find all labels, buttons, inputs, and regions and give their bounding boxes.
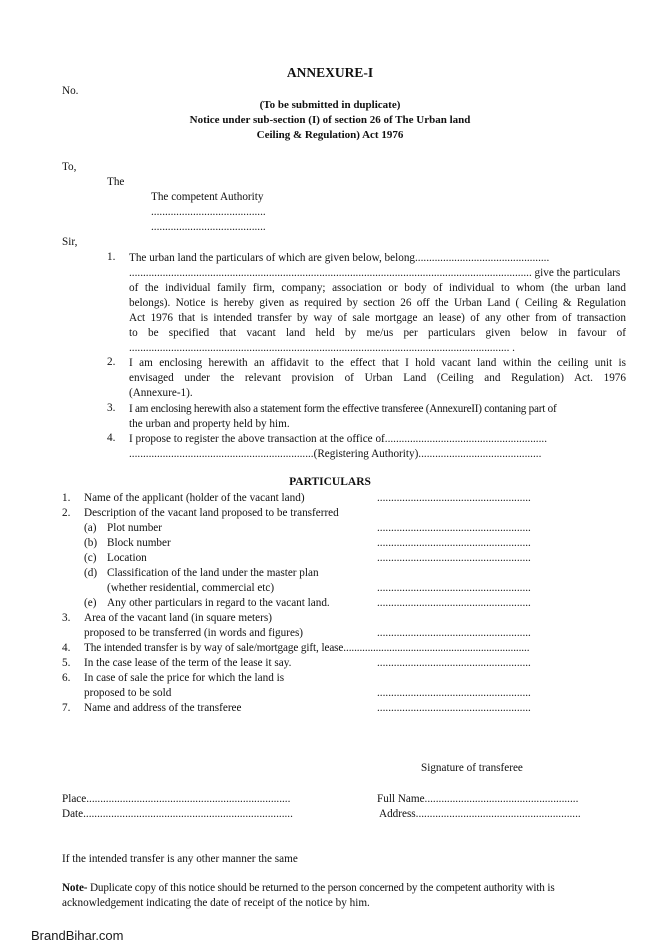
particulars-item-text: Any other particulars in regard to the vacant land. bbox=[107, 597, 330, 609]
particulars-item-text: proposed to be transferred (in words and figures) bbox=[84, 627, 304, 639]
para-4-number: 4. bbox=[107, 432, 116, 444]
particulars-item-text: In case of sale the price for which the land is bbox=[84, 672, 285, 684]
to-label: To, bbox=[62, 161, 77, 173]
full-name-field: Full Name....................................................... bbox=[377, 793, 579, 805]
particulars-item-number: 1. bbox=[62, 492, 71, 504]
para-1-line-5: Act 1976 that is intended transfer by way of sale mortgage an lease) of any other from of transaction bbox=[129, 312, 626, 324]
para-1-line-1: The urban land the particulars of which are given below, belong................................................ bbox=[129, 252, 550, 264]
authority-label: The competent Authority bbox=[151, 191, 264, 203]
particulars-item-number: (a) bbox=[84, 522, 97, 534]
para-2-line-1: I am enclosing herewith an affidavit to the effect that I hold vacant land within the ceiling unit is bbox=[129, 357, 626, 369]
para-3-number: 3. bbox=[107, 402, 116, 414]
subtitle-notice: Notice under sub-section (I) of section 26 of The Urban land bbox=[189, 114, 471, 126]
particulars-item-text: The intended transfer is by way of sale/mortgage gift, lease..................................................................... bbox=[84, 642, 530, 654]
particulars-item-number: 5. bbox=[62, 657, 71, 669]
particulars-item-number: 2. bbox=[62, 507, 71, 519]
para-3-line-2: the urban and property held by him. bbox=[129, 418, 290, 430]
particulars-item-text: Block number bbox=[107, 537, 171, 549]
note-line-1 bbox=[62, 881, 555, 896]
para-1-number: 1. bbox=[107, 251, 116, 263]
particulars-item-text: Description of the vacant land proposed to be transferred bbox=[84, 507, 339, 519]
particulars-fill-line: ....................................................... bbox=[377, 552, 531, 564]
particulars-item-number: 7. bbox=[62, 702, 71, 714]
para-2-number: 2. bbox=[107, 356, 116, 368]
particulars-item-text: Name and address of the transferee bbox=[84, 702, 242, 714]
date-field: Date........................................................................... bbox=[62, 808, 293, 820]
para-1-line-2: ................................................................................................................................................ give the particulars bbox=[129, 267, 621, 279]
particulars-fill-line: ....................................................... bbox=[377, 657, 531, 669]
particulars-fill-line: ....................................................... bbox=[377, 597, 531, 609]
note-line-2: acknowledgement indicating the date of receipt of the notice by him. bbox=[62, 897, 370, 909]
particulars-item-text: Classification of the land under the master plan bbox=[107, 567, 319, 579]
particulars-item-number: (c) bbox=[84, 552, 97, 564]
particulars-item-text: Location bbox=[107, 552, 147, 564]
particulars-item-text: Plot number bbox=[107, 522, 163, 534]
para-1-line-6: to be specified that vacant land held by me/us per particulars given below in favour of bbox=[129, 327, 626, 339]
authority-line-2: ......................................... bbox=[151, 221, 266, 233]
note-label: Note- bbox=[62, 882, 88, 894]
particulars-item-text: In the case lease of the term of the lease it say. bbox=[84, 657, 292, 669]
the-label: The bbox=[107, 176, 125, 188]
particulars-fill-line: ....................................................... bbox=[377, 702, 531, 714]
authority-line-1: ......................................... bbox=[151, 206, 266, 218]
para-1-line-3: of the individual family firm, company; association or body of individual to whom (the urban land bbox=[129, 282, 626, 294]
para-4-line-2: ..................................................................(Registering Authority)............................................ bbox=[129, 448, 542, 460]
other-manner-text: If the intended transfer is any other manner the same bbox=[62, 853, 298, 865]
particulars-fill-line: ....................................................... bbox=[377, 537, 531, 549]
particulars-item-number: (d) bbox=[84, 567, 98, 579]
particulars-item-text: (whether residential, commercial etc) bbox=[107, 582, 275, 594]
number-label: No. bbox=[62, 85, 79, 97]
subtitle-duplicate: (To be submitted in duplicate) bbox=[259, 99, 401, 111]
para-1-line-7: ........................................................................................................................................ . bbox=[129, 342, 515, 354]
page-title: ANNEXURE-I bbox=[286, 65, 374, 80]
particulars-item-number: 3. bbox=[62, 612, 71, 624]
particulars-item-number: (e) bbox=[84, 597, 97, 609]
place-field: Place......................................................................... bbox=[62, 793, 291, 805]
para-2-line-3: (Annexure-1). bbox=[129, 387, 193, 399]
particulars-item-number: 6. bbox=[62, 672, 71, 684]
particulars-fill-line: ....................................................... bbox=[377, 522, 531, 534]
note-text: Duplicate copy of this notice should be returned to the person concerned by the competent authority with is bbox=[87, 882, 555, 894]
subtitle-act: Ceiling & Regulation) Act 1976 bbox=[256, 129, 404, 141]
para-2-line-2: envisaged under the relevant provision of Urban Land (Ceiling and Regulation) Act. 1976 bbox=[129, 372, 626, 384]
salutation: Sir, bbox=[62, 236, 78, 248]
particulars-fill-line: ....................................................... bbox=[377, 492, 531, 504]
particulars-fill-line: ....................................................... bbox=[377, 687, 531, 699]
particulars-item-number: (b) bbox=[84, 537, 98, 549]
para-4-line-1: I propose to register the above transaction at the office of.......................................................... bbox=[129, 433, 547, 445]
particulars-item-number: 4. bbox=[62, 642, 71, 654]
particulars-fill-line: ....................................................... bbox=[377, 582, 531, 594]
para-1-line-4: belongs). Notice is hereby given as required by section 26 off the Urban Land ( Ceiling & Regulation bbox=[129, 297, 626, 309]
particulars-item-text: Name of the applicant (holder of the vacant land) bbox=[84, 492, 305, 504]
particulars-item-text: Area of the vacant land (in square meters) bbox=[84, 612, 272, 624]
particulars-item-text: proposed to be sold bbox=[84, 687, 172, 699]
particulars-fill-line: ....................................................... bbox=[377, 627, 531, 639]
signature-label: Signature of transferee bbox=[421, 762, 523, 774]
para-3-line-1: I am enclosing herewith also a statement form the effective transferee (AnnexureII) contaning part of bbox=[129, 403, 557, 415]
watermark: BrandBihar.com bbox=[31, 928, 124, 943]
address-field: Address........................................................... bbox=[379, 808, 581, 820]
particulars-heading: PARTICULARS bbox=[289, 476, 371, 488]
